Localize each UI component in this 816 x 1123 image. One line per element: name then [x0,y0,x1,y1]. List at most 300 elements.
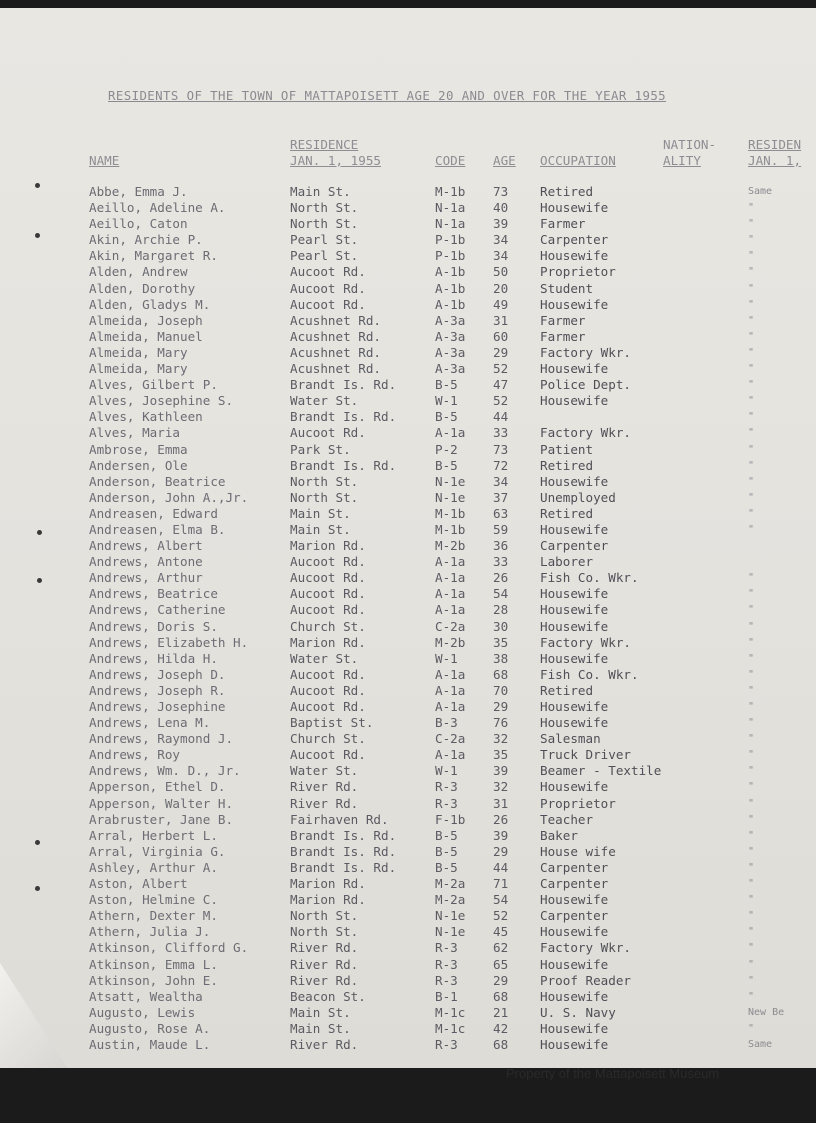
cell-prev: " [748,813,755,825]
cell-occupation: Housewife [540,715,609,731]
cell-code: R-3 [435,972,458,988]
cell-code: A-1a [435,699,466,714]
table-row [0,989,816,1005]
cell-prev: New Be [748,1006,785,1018]
cell-prev: " [748,861,755,873]
table-row [0,699,816,715]
cell-name: Andrews, Doris S. [89,618,218,634]
cell-prev: " [748,202,755,214]
cell-prev: " [748,797,755,809]
cell-age: 31 [493,795,509,811]
cell-age: 39 [493,827,509,843]
cell-age: 31 [493,312,509,328]
table-row [0,538,816,554]
cell-age: 70 [493,682,509,698]
cell-prev: " [748,894,755,906]
cell-age: 50 [493,264,509,280]
cell-residence: Main St. [290,1004,351,1020]
cell-code: A-3a [435,328,466,344]
cell-occupation: Housewife [540,361,609,377]
cell-residence: Aucoot Rd. [290,682,366,698]
table-row [0,635,816,651]
cell-age: 38 [493,650,509,666]
cell-age: 47 [493,377,509,393]
cell-prev: " [748,668,755,680]
cell-age: 45 [493,924,509,940]
cell-prev: " [748,507,755,519]
cell-occupation: Truck Driver [540,747,631,763]
cell-residence: Aucoot Rd. [290,699,366,714]
cell-occupation: House wife [540,843,616,859]
cell-age: 63 [493,505,509,521]
cell-age: 71 [493,876,509,892]
cell-occupation: Housewife [540,296,609,312]
cell-code: R-3 [435,956,458,972]
cell-name: Alden, Gladys M. [89,296,211,312]
table-row [0,796,816,812]
cell-name: Alves, Gilbert P. [89,377,218,393]
table-row [0,602,816,618]
cell-name: Andreasen, Edward [89,505,218,521]
table-row [0,313,816,329]
table-row [0,377,816,393]
cell-name: Andrews, Raymond J. [89,731,234,747]
table-row [0,651,816,667]
cell-occupation: Patient [540,441,594,457]
table-row [0,1005,816,1021]
cell-age: 73 [493,441,509,457]
table-row [0,1037,816,1053]
cell-prev: " [748,588,755,600]
cell-prev: " [748,781,755,793]
cell-age: 35 [493,634,509,650]
cell-code: B-5 [435,409,458,425]
cell-occupation: Retired [540,505,594,521]
cell-residence: Aucoot Rd. [290,425,366,441]
cell-code: A-1a [435,602,466,618]
punch-mark [35,886,40,891]
cell-residence: Marion Rd. [290,634,366,650]
cell-age: 59 [493,521,509,537]
cell-occupation: Police Dept. [540,377,631,393]
cell-code: M-2a [435,876,466,892]
cell-age: 68 [493,988,509,1004]
cell-prev: " [748,346,755,358]
cell-residence: Aucoot Rd. [290,554,366,570]
cell-name: Augusto, Lewis [89,1004,196,1020]
cell-code: N-1e [435,489,466,505]
cell-age: 29 [493,344,509,360]
cell-code: N-1e [435,473,466,489]
table-row [0,667,816,683]
cell-prev: " [748,572,755,584]
cell-code: B-3 [435,715,458,731]
cell-name: Apperson, Walter H. [89,795,234,811]
cell-age: 62 [493,940,509,956]
cell-prev: " [748,845,755,857]
cell-name: Alves, Josephine S. [89,393,234,409]
cell-residence: North St. [290,489,359,505]
cell-code: M-2b [435,538,466,554]
cell-prev: " [748,733,755,745]
cell-name: Aeillo, Adeline A. [89,200,226,216]
cell-code: M-1b [435,184,466,199]
cell-occupation: Student [540,280,594,296]
cell-residence: Brandt Is. Rd. [290,377,397,393]
cell-prev: " [748,298,755,310]
cell-code: F-1b [435,811,466,827]
cell-name: Almeida, Mary [89,361,188,377]
header-residence-line1: RESIDENCE [290,137,359,152]
table-row [0,554,816,570]
header-nationality-line1: NATION- [663,137,717,152]
cell-prev: " [748,942,755,954]
cell-prev: " [748,990,755,1002]
table-row [0,345,816,361]
page-title: RESIDENTS OF THE TOWN OF MATTAPOISETT AGE 20 AND OVER FOR THE YEAR 1955 [108,88,667,103]
table-row [0,329,816,345]
cell-residence: Water St. [290,650,359,666]
header-occupation: OCCUPATION [540,153,616,168]
cell-age: 33 [493,425,509,441]
cell-residence: Main St. [290,1020,351,1036]
cell-name: Andrews, Josephine [89,699,226,714]
cell-name: Ambrose, Emma [89,441,188,457]
cell-occupation: Beamer - Textile [540,763,662,779]
cell-name: Arral, Virginia G. [89,843,226,859]
cell-residence: Main St. [290,184,351,199]
cell-code: M-1b [435,505,466,521]
table-row [0,779,816,795]
cell-residence: Aucoot Rd. [290,280,366,296]
cell-code: A-1b [435,264,466,280]
cell-occupation: Housewife [540,586,609,602]
cell-age: 36 [493,538,509,554]
cell-occupation: Housewife [540,956,609,972]
cell-residence: River Rd. [290,956,359,972]
cell-code: R-3 [435,1036,458,1052]
table-row [0,570,816,586]
table-row [0,812,816,828]
table-row [0,506,816,522]
table-row [0,409,816,425]
cell-code: N-1a [435,216,466,232]
cell-age: 21 [493,1004,509,1020]
cell-occupation: Housewife [540,200,609,216]
table-row [0,715,816,731]
cell-code: A-1a [435,666,466,682]
cell-prev: Same [748,186,773,197]
cell-code: W-1 [435,763,458,779]
cell-occupation: Housewife [540,1020,609,1036]
cell-prev: " [748,717,755,729]
cell-code: R-3 [435,940,458,956]
table-row [0,1021,816,1037]
table-row [0,940,816,956]
cell-residence: River Rd. [290,779,359,795]
table-row [0,844,816,860]
cell-name: Akin, Archie P. [89,232,203,248]
cell-residence: River Rd. [290,972,359,988]
header-residence-line2: JAN. 1, 1955 [290,153,381,168]
cell-residence: Brandt Is. Rd. [290,827,397,843]
cell-name: Andrews, Joseph D. [89,666,226,682]
cell-age: 49 [493,296,509,312]
cell-residence: Acushnet Rd. [290,312,381,328]
cell-prev: " [748,282,755,294]
cell-residence: Church St. [290,618,366,634]
cell-residence: Acushnet Rd. [290,328,381,344]
table-row [0,908,816,924]
cell-prev: " [748,523,755,535]
cell-name: Andrews, Elizabeth H. [89,634,249,650]
cell-residence: Brandt Is. Rd. [290,457,397,473]
cell-residence: Marion Rd. [290,892,366,908]
cell-prev: " [748,604,755,616]
cell-code: A-1b [435,296,466,312]
cell-occupation: Housewife [540,699,609,714]
cell-code: R-3 [435,795,458,811]
cell-occupation: Retired [540,457,594,473]
table-row [0,924,816,940]
cell-code: A-1a [435,554,466,570]
cell-code: A-1a [435,747,466,763]
cell-code: B-5 [435,377,458,393]
cell-residence: Water St. [290,763,359,779]
cell-age: 20 [493,280,509,296]
cell-name: Andersen, Ole [89,457,188,473]
cell-residence: Main St. [290,505,351,521]
cell-prev: " [748,314,755,326]
cell-prev: " [748,765,755,777]
cell-prev: " [748,411,755,423]
header-prev-residence-line1: RESIDEN [748,137,802,152]
cell-occupation: Housewife [540,618,609,634]
cell-age: 39 [493,763,509,779]
cell-prev: " [748,266,755,278]
cell-name: Andrews, Joseph R. [89,682,226,698]
cell-age: 26 [493,811,509,827]
cell-age: 32 [493,779,509,795]
punch-mark [37,578,42,583]
cell-prev: " [748,620,755,632]
cell-residence: River Rd. [290,1036,359,1052]
cell-name: Ashley, Arthur A. [89,859,218,875]
cell-prev: " [748,443,755,455]
cell-code: R-3 [435,779,458,795]
cell-age: 29 [493,699,509,714]
cell-code: W-1 [435,393,458,409]
cell-prev: " [748,1022,755,1034]
cell-occupation: U. S. Navy [540,1004,616,1020]
cell-residence: North St. [290,473,359,489]
cell-occupation: Carpenter [540,876,609,892]
header-nationality-line2: ALITY [663,153,701,168]
cell-occupation: Farmer [540,216,586,232]
cell-name: Augusto, Rose A. [89,1020,211,1036]
cell-age: 29 [493,843,509,859]
cell-residence: River Rd. [290,795,359,811]
cell-age: 28 [493,602,509,618]
cell-occupation: Housewife [540,248,609,264]
cell-prev: " [748,701,755,712]
cell-code: M-1c [435,1004,466,1020]
table-row [0,184,816,200]
cell-code: A-3a [435,361,466,377]
cell-residence: Fairhaven Rd. [290,811,389,827]
table-row [0,425,816,441]
cell-occupation: Proprietor [540,795,616,811]
cell-code: B-5 [435,827,458,843]
cell-age: 34 [493,473,509,489]
cell-residence: Brandt Is. Rd. [290,843,397,859]
cell-occupation: Teacher [540,811,594,827]
cell-prev: " [748,330,755,342]
cell-residence: Aucoot Rd. [290,666,366,682]
cell-prev: " [748,379,755,391]
cell-occupation: Retired [540,682,594,698]
cell-prev: " [748,363,755,375]
cell-residence: Main St. [290,521,351,537]
cell-age: 73 [493,184,509,199]
cell-prev: " [748,974,755,986]
cell-age: 60 [493,328,509,344]
census-page [0,8,816,1068]
cell-name: Andrews, Catherine [89,602,226,618]
cell-code: W-1 [435,650,458,666]
cell-age: 30 [493,618,509,634]
cell-occupation: Farmer [540,312,586,328]
cell-residence: Marion Rd. [290,538,366,554]
cell-occupation: Housewife [540,473,609,489]
cell-code: M-2b [435,634,466,650]
cell-code: A-1a [435,586,466,602]
cell-occupation: Baker [540,827,578,843]
cell-code: B-1 [435,988,458,1004]
cell-prev: " [748,475,755,487]
cell-name: Almeida, Mary [89,344,188,360]
cell-occupation: Housewife [540,521,609,537]
cell-occupation: Fish Co. Wkr. [540,570,639,586]
cell-residence: Acushnet Rd. [290,344,381,360]
cell-age: 54 [493,586,509,602]
cell-residence: Water St. [290,393,359,409]
header-prev-residence-line2: JAN. 1, [748,153,802,168]
cell-age: 68 [493,666,509,682]
cell-name: Andrews, Roy [89,747,180,763]
cell-occupation: Factory Wkr. [540,634,631,650]
cell-code: N-1e [435,908,466,924]
cell-code: P-1b [435,232,466,248]
cell-occupation: Housewife [540,924,609,940]
cell-residence: Aucoot Rd. [290,264,366,280]
cell-occupation: Salesman [540,731,601,747]
cell-residence: Acushnet Rd. [290,361,381,377]
cell-occupation: Unemployed [540,489,616,505]
cell-age: 42 [493,1020,509,1036]
table-row [0,393,816,409]
cell-occupation: Fish Co. Wkr. [540,666,639,682]
cell-name: Apperson, Ethel D. [89,779,226,795]
table-row [0,458,816,474]
table-row [0,216,816,232]
cell-code: P-2 [435,441,458,457]
cell-occupation: Housewife [540,602,609,618]
cell-code: A-1a [435,570,466,586]
cell-residence: North St. [290,216,359,232]
cell-code: A-1a [435,425,466,441]
cell-residence: North St. [290,924,359,940]
table-row [0,586,816,602]
punch-mark [35,233,40,238]
cell-age: 44 [493,859,509,875]
cell-name: Atkinson, Emma L. [89,956,218,972]
cell-name: Andrews, Antone [89,554,203,570]
cell-age: 44 [493,409,509,425]
cell-prev: " [748,652,755,664]
cell-age: 34 [493,232,509,248]
cell-occupation: Factory Wkr. [540,425,631,441]
cell-code: M-1c [435,1020,466,1036]
cell-name: Alden, Dorothy [89,280,196,296]
cell-name: Austin, Maude L. [89,1036,211,1052]
cell-prev: " [748,427,755,439]
cell-occupation: Farmer [540,328,586,344]
cell-age: 72 [493,457,509,473]
cell-code: A-3a [435,344,466,360]
table-row [0,281,816,297]
cell-occupation: Proprietor [540,264,616,280]
cell-age: 26 [493,570,509,586]
punch-mark [35,840,40,845]
table-row [0,763,816,779]
cell-code: B-5 [435,457,458,473]
cell-name: Athern, Dexter M. [89,908,218,924]
cell-code: B-5 [435,859,458,875]
cell-name: Andrews, Hilda H. [89,650,218,666]
table-row [0,619,816,635]
cell-occupation: Carpenter [540,908,609,924]
cell-prev: " [748,926,755,938]
cell-prev: " [748,459,755,471]
table-row [0,490,816,506]
cell-name: Alves, Maria [89,425,180,441]
cell-prev: " [748,234,755,246]
cell-occupation: Housewife [540,650,609,666]
cell-name: Andrews, Lena M. [89,715,211,731]
table-row [0,474,816,490]
table-row [0,957,816,973]
table-row [0,264,816,280]
cell-name: Atkinson, Clifford G. [89,940,249,956]
cell-name: Almeida, Joseph [89,312,203,328]
cell-age: 34 [493,248,509,264]
cell-age: 32 [493,731,509,747]
cell-occupation: Factory Wkr. [540,344,631,360]
cell-code: A-3a [435,312,466,328]
cell-age: 52 [493,361,509,377]
cell-age: 54 [493,892,509,908]
cell-name: Andrews, Beatrice [89,586,218,602]
cell-residence: Baptist St. [290,715,374,731]
cell-name: Arral, Herbert L. [89,827,218,843]
cell-prev: " [748,636,755,648]
cell-name: Athern, Julia J. [89,924,211,940]
cell-name: Alden, Andrew [89,264,188,280]
cell-code: N-1a [435,200,466,216]
cell-code: N-1e [435,924,466,940]
punch-mark [35,183,40,188]
